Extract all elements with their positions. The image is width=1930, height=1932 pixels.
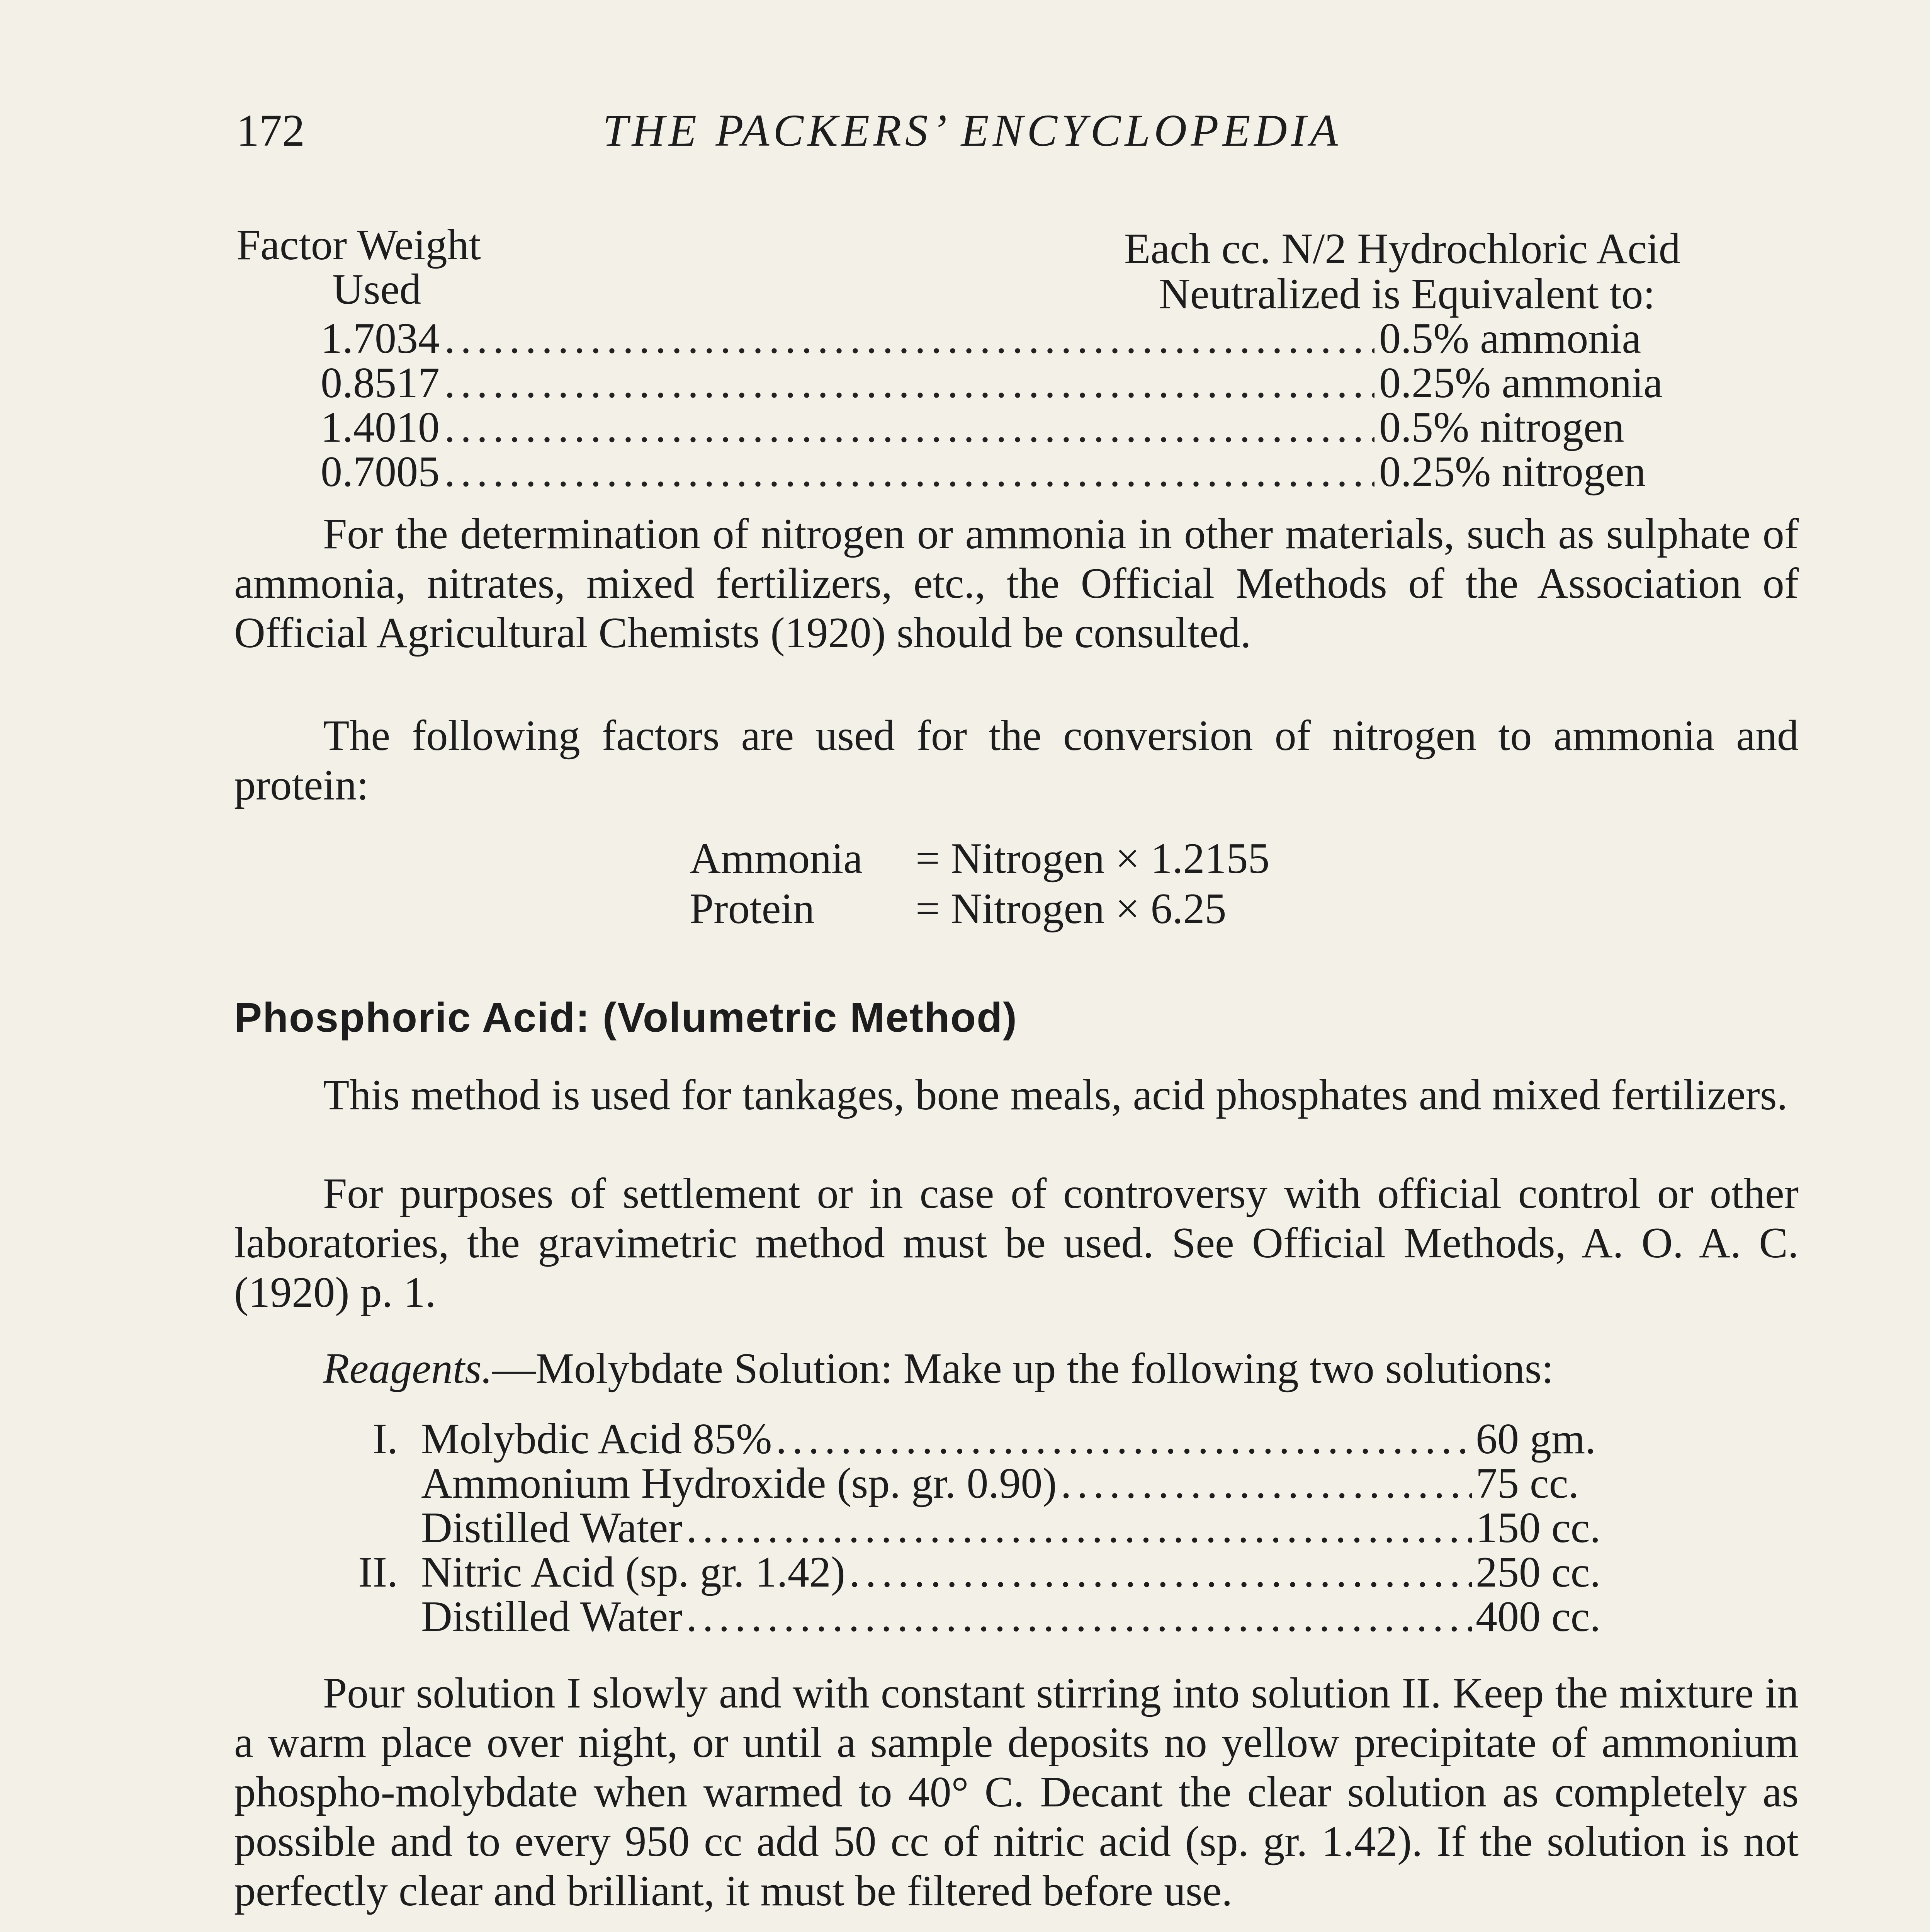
paragraph: Pour solution I slowly and with constant stirring into solution II. Keep the mixture in a warm place over night, or until a sample deposits no yellow precipitate of ammonium phospho-molybdate when warmed to 40° C. Decant the clear solution as completely as possible and to every 950 cc add 50 cc of nitric acid (sp. gr. 1.42). If the solution is not perfectly clear and brilliant, it must be filtered before use. bbox=[234, 1669, 1799, 1915]
reagent-name: Nitric Acid (sp. gr. 1.42) bbox=[421, 1548, 846, 1596]
paragraph: For purposes of settlement or in case of controversy with official control or other laboratories, the gravimetric method must be used. See Official Methods, A. O. A. C. (1920) p. 1. bbox=[234, 1170, 1799, 1316]
reagent-amount: 150 cc. bbox=[1476, 1504, 1601, 1552]
leader-dots bbox=[776, 1414, 1472, 1464]
factor-row bbox=[321, 447, 1711, 497]
reagent-number: I. bbox=[372, 1415, 398, 1463]
factor-weight: 0.8517 bbox=[321, 359, 440, 407]
equation-rhs: = Nitrogen × 1.2155 bbox=[916, 835, 1270, 883]
factor-col-header-1: Factor Weight bbox=[236, 221, 481, 269]
leader-dots bbox=[849, 1548, 1472, 1597]
factor-row bbox=[321, 403, 1711, 452]
reagent-number: II. bbox=[358, 1548, 398, 1596]
reagent-name: Ammonium Hydroxide (sp. gr. 0.90) bbox=[421, 1459, 1057, 1507]
factor-equiv: 0.25% nitrogen bbox=[1379, 448, 1646, 496]
reagent-amount: 75 cc. bbox=[1476, 1459, 1579, 1507]
equiv-col-header-1: Each cc. N/2 Hydrochloric Acid bbox=[1124, 225, 1680, 273]
reagent-name: Molybdic Acid 85% bbox=[421, 1415, 772, 1463]
reagents-intro bbox=[234, 1344, 1799, 1393]
reagents-intro-text: —Molybdate Solution: Make up the following two solutions: bbox=[492, 1345, 1554, 1393]
reagents-label: Reagents. bbox=[323, 1345, 493, 1393]
reagent-amount: 250 cc. bbox=[1476, 1548, 1601, 1596]
section-heading: Phosphoric Acid: (Volumetric Method) bbox=[234, 994, 1018, 1041]
reagent-row bbox=[317, 1414, 1630, 1464]
equiv-col-header-2: Neutralized is Equivalent to: bbox=[1159, 270, 1655, 318]
reagent-name: Distilled Water bbox=[421, 1593, 683, 1641]
leader-dots bbox=[1061, 1459, 1472, 1509]
paragraph: This method is used for tankages, bone meals, acid phosphates and mixed fertilizers. bbox=[323, 1071, 1788, 1119]
leader-dots bbox=[686, 1592, 1472, 1642]
paragraph: For the determination of nitrogen or ammonia in other materials, such as sulphate of ammonia, nitrates, mixed fertilizers, etc., the Official Methods of the Association of Official Agricultural Chemists (1920) should be consulted. bbox=[234, 510, 1799, 657]
reagent-row bbox=[317, 1459, 1630, 1509]
reagent-row bbox=[317, 1548, 1630, 1597]
reagent-row bbox=[317, 1503, 1630, 1553]
factor-row bbox=[321, 358, 1711, 408]
leader-dots bbox=[686, 1503, 1472, 1553]
equation-rhs: = Nitrogen × 6.25 bbox=[916, 885, 1227, 933]
equation-lhs: Ammonia bbox=[690, 835, 863, 883]
factor-equiv: 0.5% ammonia bbox=[1379, 315, 1641, 362]
reagent-amount: 60 gm. bbox=[1476, 1415, 1596, 1463]
page-number: 172 bbox=[236, 105, 305, 156]
leader-dots bbox=[444, 403, 1374, 452]
factor-equiv: 0.25% ammonia bbox=[1379, 359, 1663, 407]
leader-dots bbox=[444, 358, 1374, 408]
factor-weight: 0.7005 bbox=[321, 448, 440, 496]
factor-weight: 1.7034 bbox=[321, 315, 440, 362]
running-title: THE PACKERS’ ENCYCLOPEDIA bbox=[603, 105, 1342, 156]
equation-lhs: Protein bbox=[690, 885, 815, 933]
factor-row bbox=[321, 314, 1711, 364]
factor-weight: 1.4010 bbox=[321, 403, 440, 451]
reagent-name: Distilled Water bbox=[421, 1504, 683, 1552]
leader-dots bbox=[444, 447, 1374, 497]
reagent-row bbox=[317, 1592, 1630, 1642]
factor-col-header-2: Used bbox=[332, 265, 421, 313]
leader-dots bbox=[444, 314, 1374, 364]
factor-equiv: 0.5% nitrogen bbox=[1379, 403, 1624, 451]
reagent-amount: 400 cc. bbox=[1476, 1593, 1601, 1641]
paragraph: The following factors are used for the conversion of nitrogen to ammonia and protein: bbox=[234, 712, 1799, 809]
